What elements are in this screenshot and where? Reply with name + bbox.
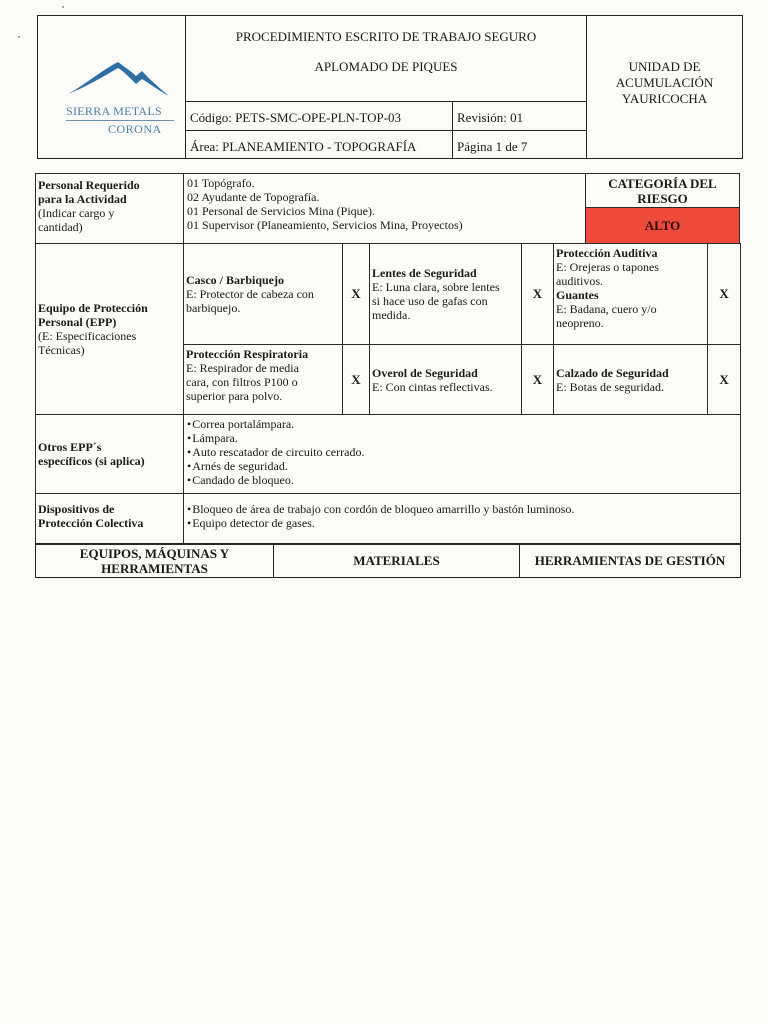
list-item: • Equipo detector de gases. bbox=[187, 516, 738, 530]
colectiva-label bbox=[36, 494, 184, 545]
personal-label-line: Personal Requerido bbox=[38, 178, 140, 192]
epp-label bbox=[36, 244, 184, 415]
unit-line-3: YAURICOCHA bbox=[621, 91, 708, 106]
resources-header bbox=[35, 543, 741, 578]
epp-spec: E: Respirador de media bbox=[186, 361, 299, 375]
epp-label-line: Equipo de Protección bbox=[38, 301, 148, 315]
document-area: Área: PLANEAMIENTO - TOPOGRAFÍA bbox=[186, 131, 453, 159]
epp-label-line: Personal (EPP) bbox=[38, 315, 117, 329]
epp-calzado-mark[interactable]: X bbox=[708, 345, 741, 415]
list-item: 02 Ayudante de Topografía. bbox=[187, 190, 320, 204]
company-name: SIERRA METALS bbox=[66, 104, 162, 118]
herramientas-gestion-header: HERRAMIENTAS DE GESTIÓN bbox=[520, 544, 741, 578]
scan-speck bbox=[62, 6, 64, 8]
epp-title: Casco / Barbiquejo bbox=[186, 273, 285, 287]
epp-title: Protección Respiratoria bbox=[186, 347, 309, 361]
equipos-header-line: HERRAMIENTAS bbox=[101, 560, 208, 576]
personal-label-note: cantidad) bbox=[38, 220, 83, 234]
epp-title: Calzado de Seguridad bbox=[556, 365, 669, 380]
equipos-header-line: EQUIPOS, MÁQUINAS Y bbox=[79, 545, 230, 561]
personal-label-line: para la Actividad bbox=[38, 192, 127, 206]
epp-overol bbox=[370, 345, 522, 415]
epp-respiratoria-mark[interactable]: X bbox=[343, 345, 370, 415]
unit-cell bbox=[587, 16, 743, 159]
epp-spec: E: Con cintas reflectivas. bbox=[372, 379, 493, 394]
list-item: • Correa portalámpara. bbox=[187, 417, 738, 431]
document-subtitle: APLOMADO DE PIQUES bbox=[314, 59, 458, 74]
list-item: • Arnés de seguridad. bbox=[187, 459, 738, 473]
logo-divider bbox=[66, 120, 174, 121]
epp-spec: E: Orejeras o tapones bbox=[556, 260, 659, 274]
epp-spec: superior para polvo. bbox=[186, 389, 283, 403]
list-item: • Bloqueo de área de trabajo con cordón de bloqueo amarrillo y bastón luminoso. bbox=[187, 502, 738, 516]
epp-spec: E: Luna clara, sobre lentes bbox=[372, 280, 500, 294]
epp-spec: E: Badana, cuero y/o bbox=[556, 302, 657, 316]
risk-heading-line: RIESGO bbox=[637, 191, 688, 206]
company-logo bbox=[38, 16, 186, 159]
epp-overol-mark[interactable]: X bbox=[522, 345, 554, 415]
otros-epp-label bbox=[36, 415, 184, 494]
epp-label-note: (E: Especificaciones bbox=[38, 329, 137, 343]
epp-title: Guantes bbox=[556, 288, 599, 302]
document-header bbox=[37, 15, 743, 159]
document-revision: Revisión: 01 bbox=[453, 102, 587, 131]
risk-heading-line: CATEGORÍA DEL bbox=[608, 176, 717, 191]
list-item: 01 Supervisor (Planeamiento, Servicios Mina, Proyectos) bbox=[187, 218, 463, 232]
epp-title: Overol de Seguridad bbox=[372, 365, 478, 380]
epp-auditiva-guantes bbox=[554, 244, 708, 345]
list-item: • Lámpara. bbox=[187, 431, 738, 445]
epp-spec: neopreno. bbox=[556, 316, 604, 330]
materiales-header: MATERIALES bbox=[274, 544, 520, 578]
risk-heading bbox=[586, 174, 739, 208]
colectiva-label-line: Dispositivos de bbox=[38, 502, 115, 516]
epp-spec: E: Protector de cabeza con bbox=[186, 287, 314, 301]
company-subname: CORONA bbox=[108, 122, 162, 136]
scan-speck bbox=[18, 36, 20, 38]
epp-title: Lentes de Seguridad bbox=[372, 266, 477, 280]
epp-casco bbox=[184, 244, 343, 345]
epp-spec: si hace uso de gafas con bbox=[372, 294, 488, 308]
list-item: • Auto rescatador de circuito cerrado. bbox=[187, 445, 738, 459]
colectiva-label-line: Protección Colectiva bbox=[38, 516, 144, 530]
epp-spec: E: Botas de seguridad. bbox=[556, 379, 664, 394]
title-cell bbox=[186, 16, 587, 102]
epp-title: Protección Auditiva bbox=[556, 246, 658, 260]
page-number: Página 1 de 7 bbox=[453, 131, 587, 159]
epp-casco-mark[interactable]: X bbox=[343, 244, 370, 345]
colectiva-list bbox=[184, 494, 741, 545]
equipos-header bbox=[36, 544, 274, 578]
document-title: PROCEDIMIENTO ESCRITO DE TRABAJO SEGURO bbox=[235, 29, 537, 44]
epp-spec: auditivos. bbox=[556, 274, 603, 288]
unit-line-2: ACUMULACIÓN bbox=[615, 75, 714, 90]
epp-label-note: Técnicas) bbox=[38, 343, 85, 357]
list-item: 01 Topógrafo. bbox=[187, 176, 255, 190]
otros-label-line: Otros EPP´s bbox=[38, 440, 102, 454]
epp-lentes-mark[interactable]: X bbox=[522, 244, 554, 345]
personal-label-note: (Indicar cargo y bbox=[38, 206, 115, 220]
mountain-logo-icon bbox=[66, 54, 170, 102]
risk-level-badge: ALTO bbox=[586, 208, 739, 243]
unit-line-1: UNIDAD DE bbox=[628, 59, 701, 74]
list-item: • Candado de bloqueo. bbox=[187, 473, 738, 487]
personal-label bbox=[36, 174, 184, 244]
otros-label-line: específicos (si aplica) bbox=[38, 454, 145, 468]
document-code: Código: PETS-SMC-OPE-PLN-TOP-03 bbox=[186, 102, 453, 131]
epp-spec: cara, con filtros P100 o bbox=[186, 375, 298, 389]
epp-lentes bbox=[370, 244, 522, 345]
epp-spec: medida. bbox=[372, 308, 411, 322]
epp-guantes-mark[interactable]: X bbox=[708, 244, 741, 345]
epp-spec: barbiquejo. bbox=[186, 301, 241, 315]
epp-respiratoria bbox=[184, 345, 343, 415]
otros-epp-list bbox=[184, 415, 741, 494]
risk-category bbox=[585, 173, 740, 243]
list-item: 01 Personal de Servicios Mina (Pique). bbox=[187, 204, 375, 218]
epp-calzado bbox=[554, 345, 708, 415]
